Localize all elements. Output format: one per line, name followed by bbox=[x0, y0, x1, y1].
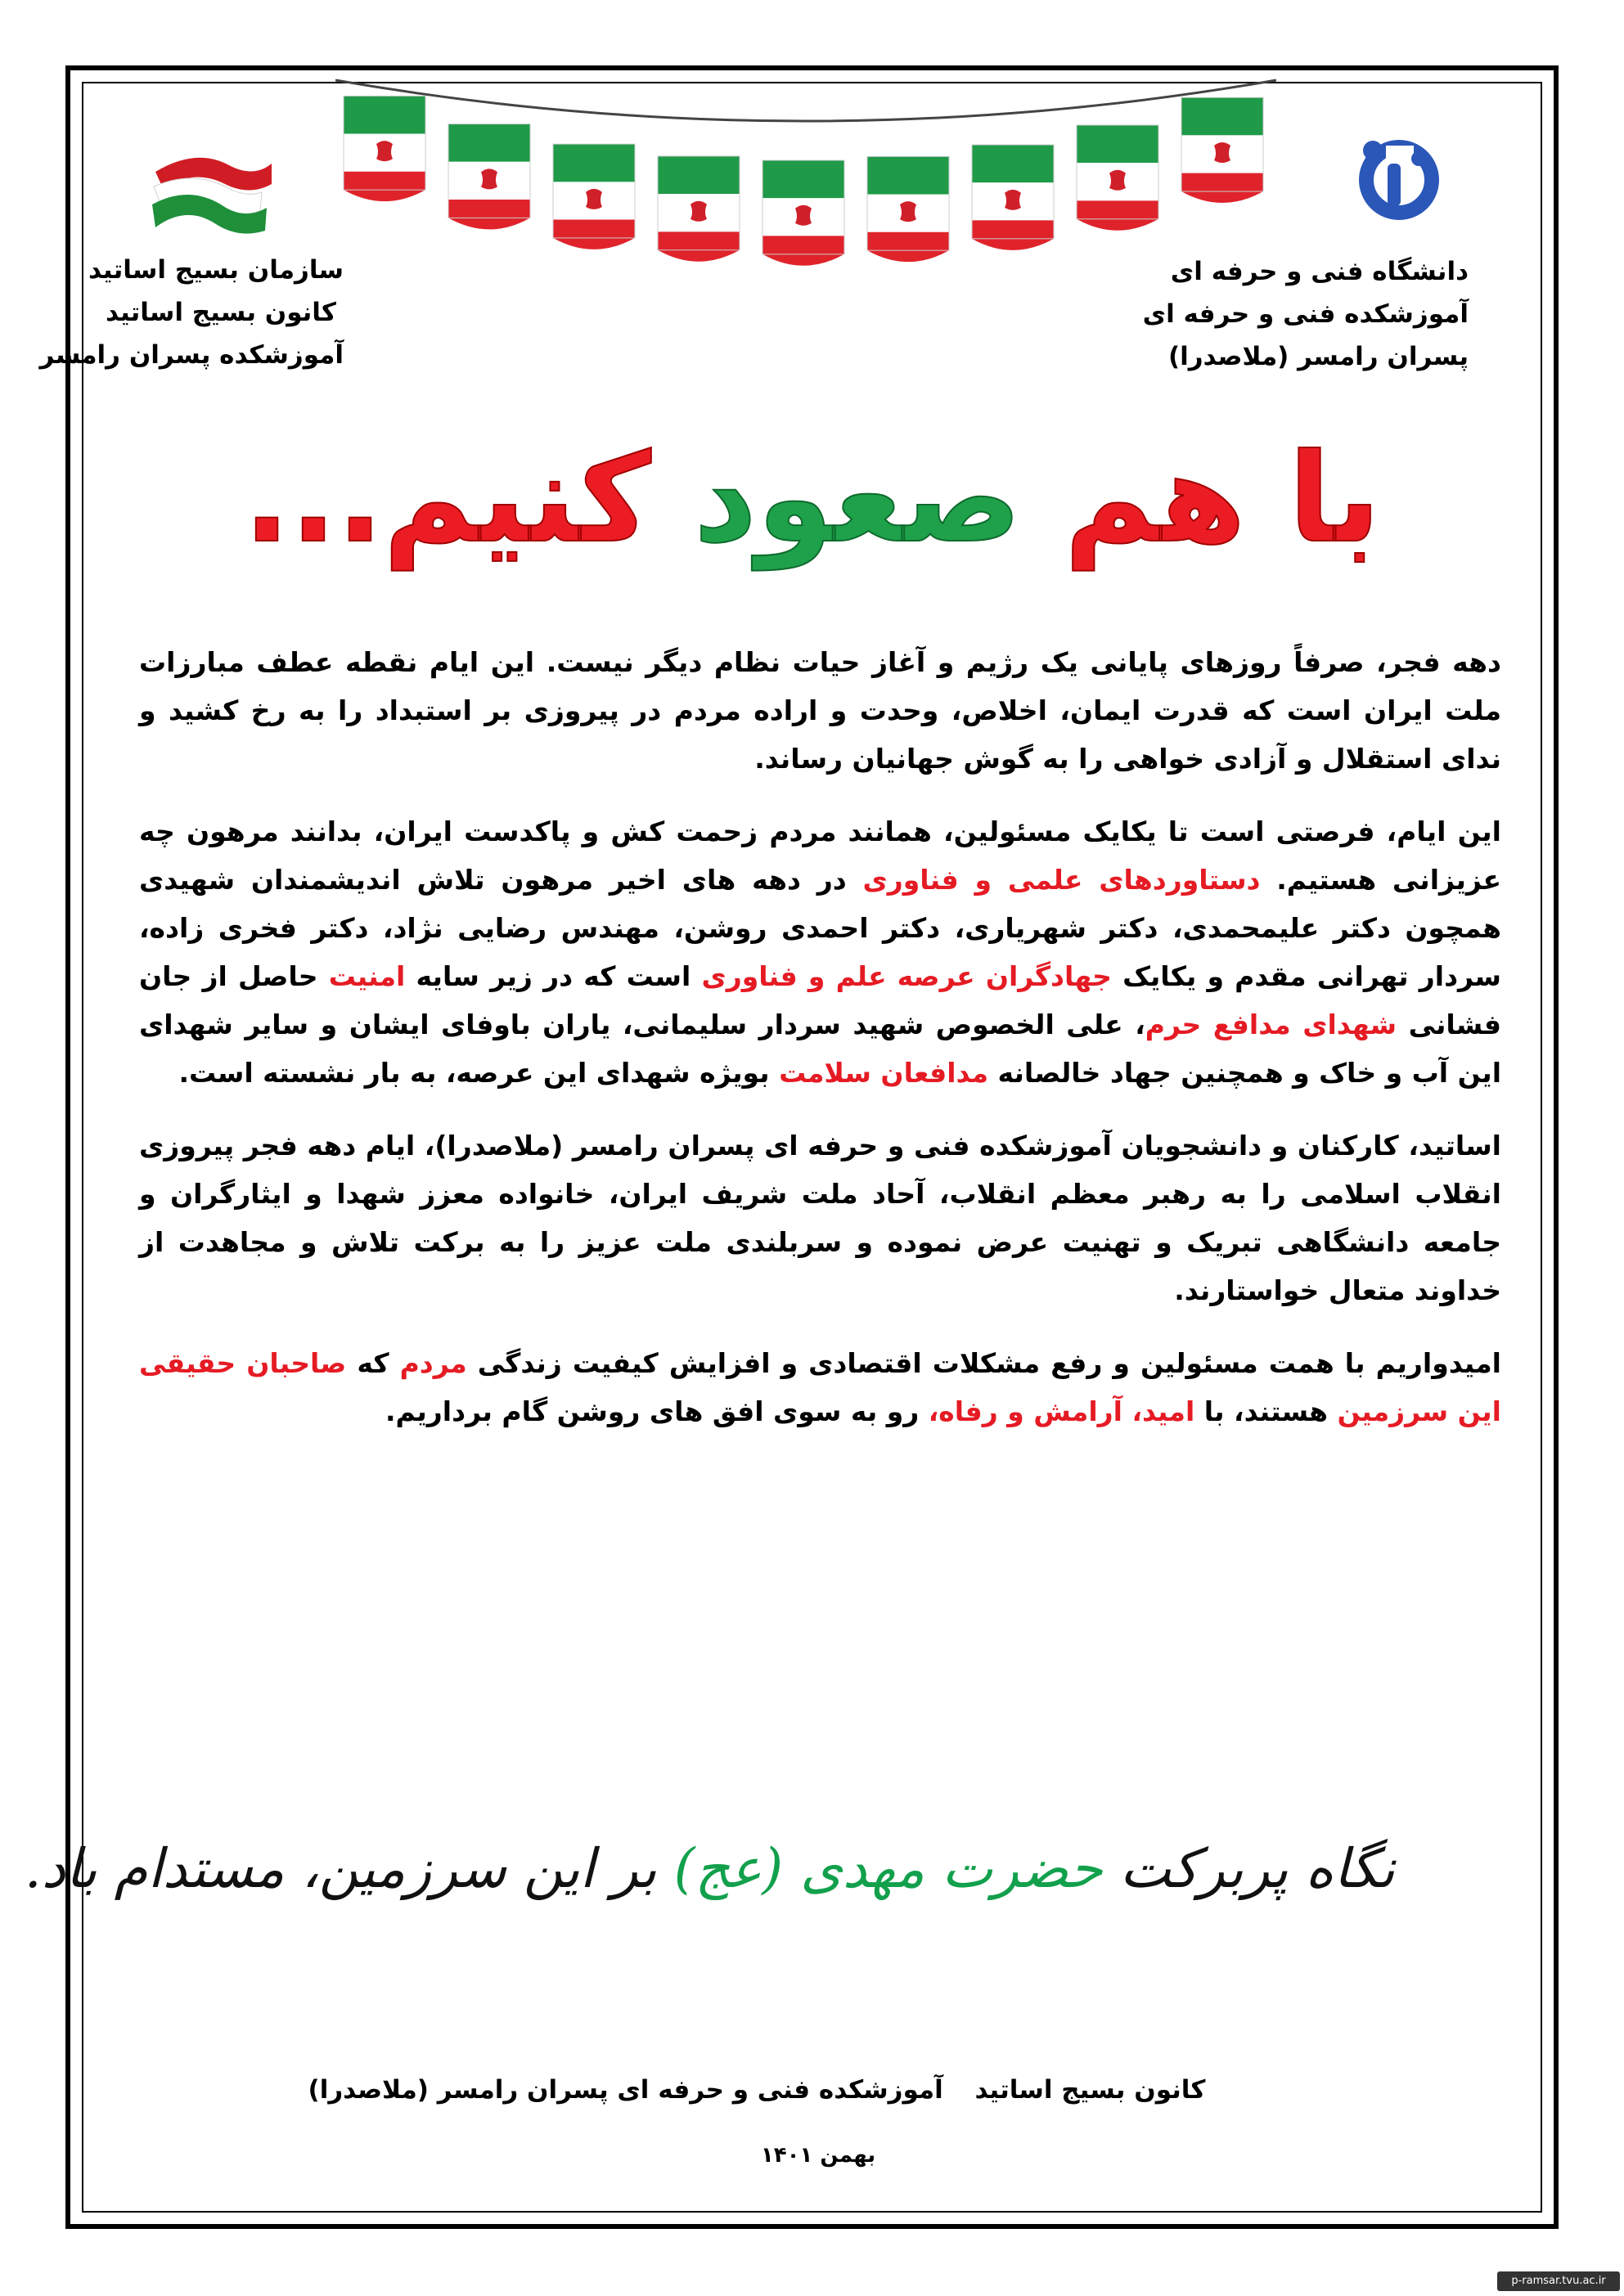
paragraph-3: اساتید، کارکنان و دانشجویان آموزشکده فنی و حرفه ای پسران رامسر (ملاصدرا)، ایام دهه فجر پیروزی انقلاب اسلامی را به رهبر معظم انقلاب، آحاد ملت شریف ایران، خانواده معزز شهدا و ایثارگران و جامعه دانشگاهی تبریک و تهنیت عرض نموده و سربلندی ملت عزیز را به برکت تلاش و مجاهدت از خداوند متعال خواستارند. bbox=[139, 1130, 1501, 1306]
basij-logo-icon bbox=[147, 147, 278, 237]
blessing-part-1: نگاه پربرکت bbox=[1102, 1837, 1395, 1900]
paragraph-1: دهه فجر، صرفاً روزهای پایانی یک رژیم و آغاز حیات نظام دیگر نیست. این ایام نقطه عطف مبارزات ملت ایران است که قدرت ایمان، اخلاص، وحدت و اراده مردم در پیروزی بر استبداد را به رخ کشید و ندای استقلال و آزادی خواهی را به گوش جهانیان رساند. bbox=[139, 646, 1501, 775]
pennant-flag bbox=[972, 145, 1054, 250]
p4-text: رو به سوی افق های روشن گام برداریم. bbox=[385, 1395, 929, 1427]
basij-college-line: آموزشکده پسران رامسر bbox=[39, 340, 344, 370]
blessing-part-2: حضرت مهدی (عج) bbox=[673, 1837, 1103, 1900]
p2-highlight: دستاوردهای علمی و فناوری bbox=[862, 864, 1261, 896]
footer-sig-college: آموزشکده فنی و حرفه ای پسران رامسر (ملاصدرا) bbox=[308, 2075, 943, 2105]
pennant-flag bbox=[867, 156, 949, 262]
headline-word-2: صعود bbox=[694, 428, 1022, 570]
pennant-flag bbox=[448, 124, 530, 230]
basij-org-line: سازمان بسیج اساتید bbox=[88, 255, 344, 285]
paragraph-4 bbox=[139, 1339, 1501, 1436]
p2-text: است که در زیر سایه bbox=[405, 960, 702, 992]
footer-sig-basij: کانون بسیج اساتید bbox=[974, 2075, 1206, 2105]
p4-highlight: امید، آرامش و رفاه، bbox=[928, 1395, 1195, 1427]
p2-highlight: جهادگران عرصه علم و فناوری bbox=[701, 960, 1112, 992]
p4-text: که bbox=[346, 1347, 400, 1379]
p2-text: در دهه های اخیر مرهون تلاش اندیشمندان شهیدی همچون دکتر علیمحمدی، دکتر شهریاری، دکتر احمدی روشن، مهندس رضایی نژاد، دکتر فخری زاده، سردار تهرانی مقدم و یکایک bbox=[139, 864, 1501, 992]
pennant-flag bbox=[1077, 125, 1158, 231]
site-watermark: p-ramsar.tvu.ac.ir bbox=[1497, 2271, 1620, 2291]
blessing-calligraphy bbox=[24, 1808, 1395, 1930]
university-logo-icon bbox=[1348, 131, 1446, 229]
p4-text: امیدواریم با همت مسئولین و رفع مشکلات اقتصادی و افزایش کیفیت زندگی bbox=[466, 1347, 1501, 1379]
headline-word-1: با هم bbox=[1064, 428, 1381, 570]
footer-signature bbox=[245, 2069, 1268, 2110]
p2-text: حاصل از جان فشانی bbox=[139, 960, 1501, 1040]
paragraph-2 bbox=[139, 807, 1501, 1097]
college-name-line: آموزشکده فنی و حرفه ای bbox=[1142, 299, 1469, 329]
p2-highlight: شهدای مدافع حرم bbox=[1145, 1009, 1397, 1040]
headline-word-3: کنیم... bbox=[243, 428, 651, 570]
p2-highlight: امنیت bbox=[328, 960, 406, 992]
basij-center-line: کانون بسیج اساتید bbox=[106, 298, 336, 327]
p2-text: ، علی الخصوص شهید سردار سلیمانی، یاران باوفای ایشان و سایر شهدای این آب و خاک و همچنین جهاد خالصانه bbox=[139, 1009, 1501, 1089]
p4-text: هستند، با bbox=[1194, 1395, 1338, 1427]
footer-date: بهمن ۱۴۰۱ bbox=[760, 2143, 876, 2168]
blessing-part-3: بر این سرزمین، مستدام باد. bbox=[24, 1837, 674, 1900]
pennant-flag bbox=[763, 160, 844, 266]
headline bbox=[147, 417, 1477, 581]
p4-highlight: صاحبان حقیقی این سرزمین bbox=[139, 1347, 1501, 1427]
iran-flag-bunting-icon bbox=[335, 72, 1276, 268]
p2-text: بویژه شهدای این عرصه، به بار نشسته است. bbox=[178, 1057, 780, 1089]
pennant-flag bbox=[553, 144, 635, 249]
university-name-block bbox=[1059, 250, 1469, 378]
basij-org-block bbox=[39, 249, 344, 376]
p2-highlight: مدافعان سلامت bbox=[779, 1057, 989, 1089]
university-name-line: دانشگاه فنی و حرفه ای bbox=[1170, 257, 1469, 286]
pennant-flag bbox=[1181, 97, 1263, 203]
college-branch-line: پسران رامسر (ملاصدرا) bbox=[1167, 342, 1469, 371]
p4-highlight: مردم bbox=[399, 1347, 467, 1379]
p2-text: این ایام، فرصتی است تا یکایک مسئولین، همانند مردم زحمت کش و پاکدست ایران، بدانند مرهون چه عزیزانی هستیم. bbox=[139, 816, 1501, 896]
pennant-flag bbox=[658, 156, 740, 262]
pennant-flag bbox=[344, 96, 425, 201]
statement-body bbox=[139, 638, 1501, 1460]
